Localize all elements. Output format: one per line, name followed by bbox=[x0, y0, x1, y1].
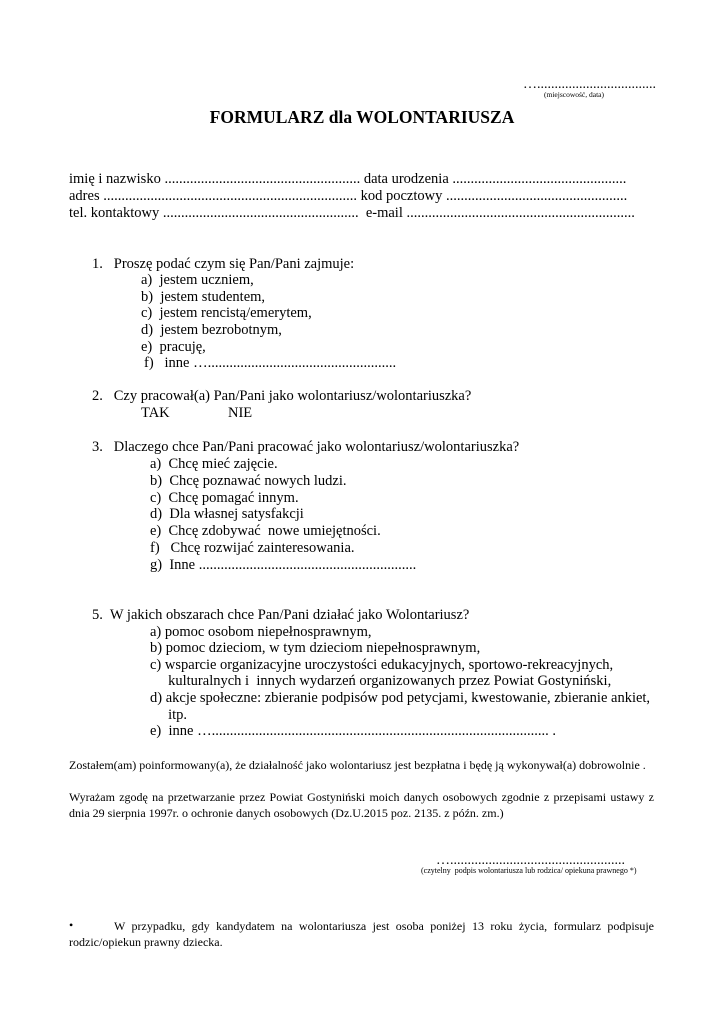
q3-option-other[interactable]: g) Inne ............................................................ bbox=[150, 557, 417, 573]
q3-option[interactable]: f) Chcę rozwijać zainteresowania. bbox=[150, 540, 355, 556]
q5-option[interactable]: d) akcje społeczne: zbieranie podpisów pod petycjami, kwestowanie, zbieranie ankiet, bbox=[150, 690, 651, 706]
q2-question: 2. Czy pracował(a) Pan/Pani jako wolontariusz/wolontariuszka? bbox=[92, 388, 472, 404]
q5-option[interactable]: c) wsparcie organizacyjne uroczystości edukacyjnych, sportowo-rekreacyjnych, bbox=[150, 657, 614, 673]
place-date-caption: (miejscowość, data) bbox=[544, 90, 604, 99]
signature-field[interactable]: ….................................................. bbox=[436, 853, 625, 868]
q5-option-continued: itp. bbox=[150, 707, 188, 723]
place-date-field[interactable]: ….................................. bbox=[523, 77, 656, 92]
q1-option-other[interactable]: f) inne ….................................................... bbox=[144, 355, 397, 371]
phone-email-line[interactable]: tel. kontaktowy ...................................................... e-mail ............................................................... bbox=[69, 205, 635, 221]
q5-option-continued: kulturalnych i innych wydarzeń organizowanych przez Powiat Gostyniński, bbox=[150, 673, 612, 689]
q5-option-other[interactable]: e) inne …............................................................................................. . bbox=[150, 723, 556, 739]
q1-option[interactable]: b) jestem studentem, bbox=[141, 289, 266, 305]
footnote-bullet: • bbox=[69, 918, 74, 932]
volunteer-statement: Zostałem(am) poinformowany(a), że działalność jako wolontariusz jest bezpłatna i będę ją wykonywał(a) dobrowolnie . bbox=[69, 758, 646, 772]
q1-option[interactable]: a) jestem uczniem, bbox=[141, 272, 254, 288]
q3-option[interactable]: a) Chcę mieć zajęcie. bbox=[150, 456, 278, 472]
q1-option[interactable]: d) jestem bezrobotnym, bbox=[141, 322, 282, 338]
q3-option[interactable]: c) Chcę pomagać innym. bbox=[150, 490, 299, 506]
q3-option[interactable]: b) Chcę poznawać nowych ludzi. bbox=[150, 473, 347, 489]
footnote-text: W przypadku, gdy kandydatem na wolontariusza jest osoba poniżej 13 roku życia, formularz podpisuje rodzic/opiekun prawny dziecka. bbox=[69, 919, 654, 949]
q1-option[interactable]: e) pracuję, bbox=[141, 339, 206, 355]
q1-option[interactable]: c) jestem rencistą/emerytem, bbox=[141, 305, 312, 321]
q2-yes-option[interactable]: TAK bbox=[141, 405, 170, 421]
q1-question: 1. Proszę podać czym się Pan/Pani zajmuje: bbox=[92, 256, 355, 272]
q2-no-option[interactable]: NIE bbox=[228, 405, 253, 421]
signature-caption: (czytelny podpis wolontariusza lub rodzica/ opiekuna prawnego *) bbox=[421, 866, 637, 875]
page-title: FORMULARZ dla WOLONTARIUSZA bbox=[209, 107, 515, 127]
q3-question: 3. Dlaczego chce Pan/Pani pracować jako wolontariusz/wolontariuszka? bbox=[92, 439, 520, 455]
q5-question: 5. W jakich obszarach chce Pan/Pani działać jako Wolontariusz? bbox=[92, 607, 470, 623]
q5-option[interactable]: b) pomoc dzieciom, w tym dzieciom niepełnosprawnym, bbox=[150, 640, 481, 656]
q3-option[interactable]: d) Dla własnej satysfakcji bbox=[150, 506, 304, 522]
q3-option[interactable]: e) Chcę zdobywać nowe umiejętności. bbox=[150, 523, 381, 539]
address-postal-line[interactable]: adres ...................................................................... kod pocztowy .................................................. bbox=[69, 188, 628, 204]
q5-option[interactable]: a) pomoc osobom niepełnosprawnym, bbox=[150, 624, 372, 640]
data-processing-consent: Wyrażam zgodę na przetwarzanie przez Powiat Gostyniński moich danych osobowych zgodnie z przepisami ustawy z dnia 29 sierpnia 1997r. o ochronie danych osobowych (Dz.U.2015 poz. 2135. z późn. zm.) bbox=[69, 790, 654, 820]
name-birthdate-line[interactable]: imię i nazwisko ...................................................... data urodzenia ................................................ bbox=[69, 171, 627, 187]
